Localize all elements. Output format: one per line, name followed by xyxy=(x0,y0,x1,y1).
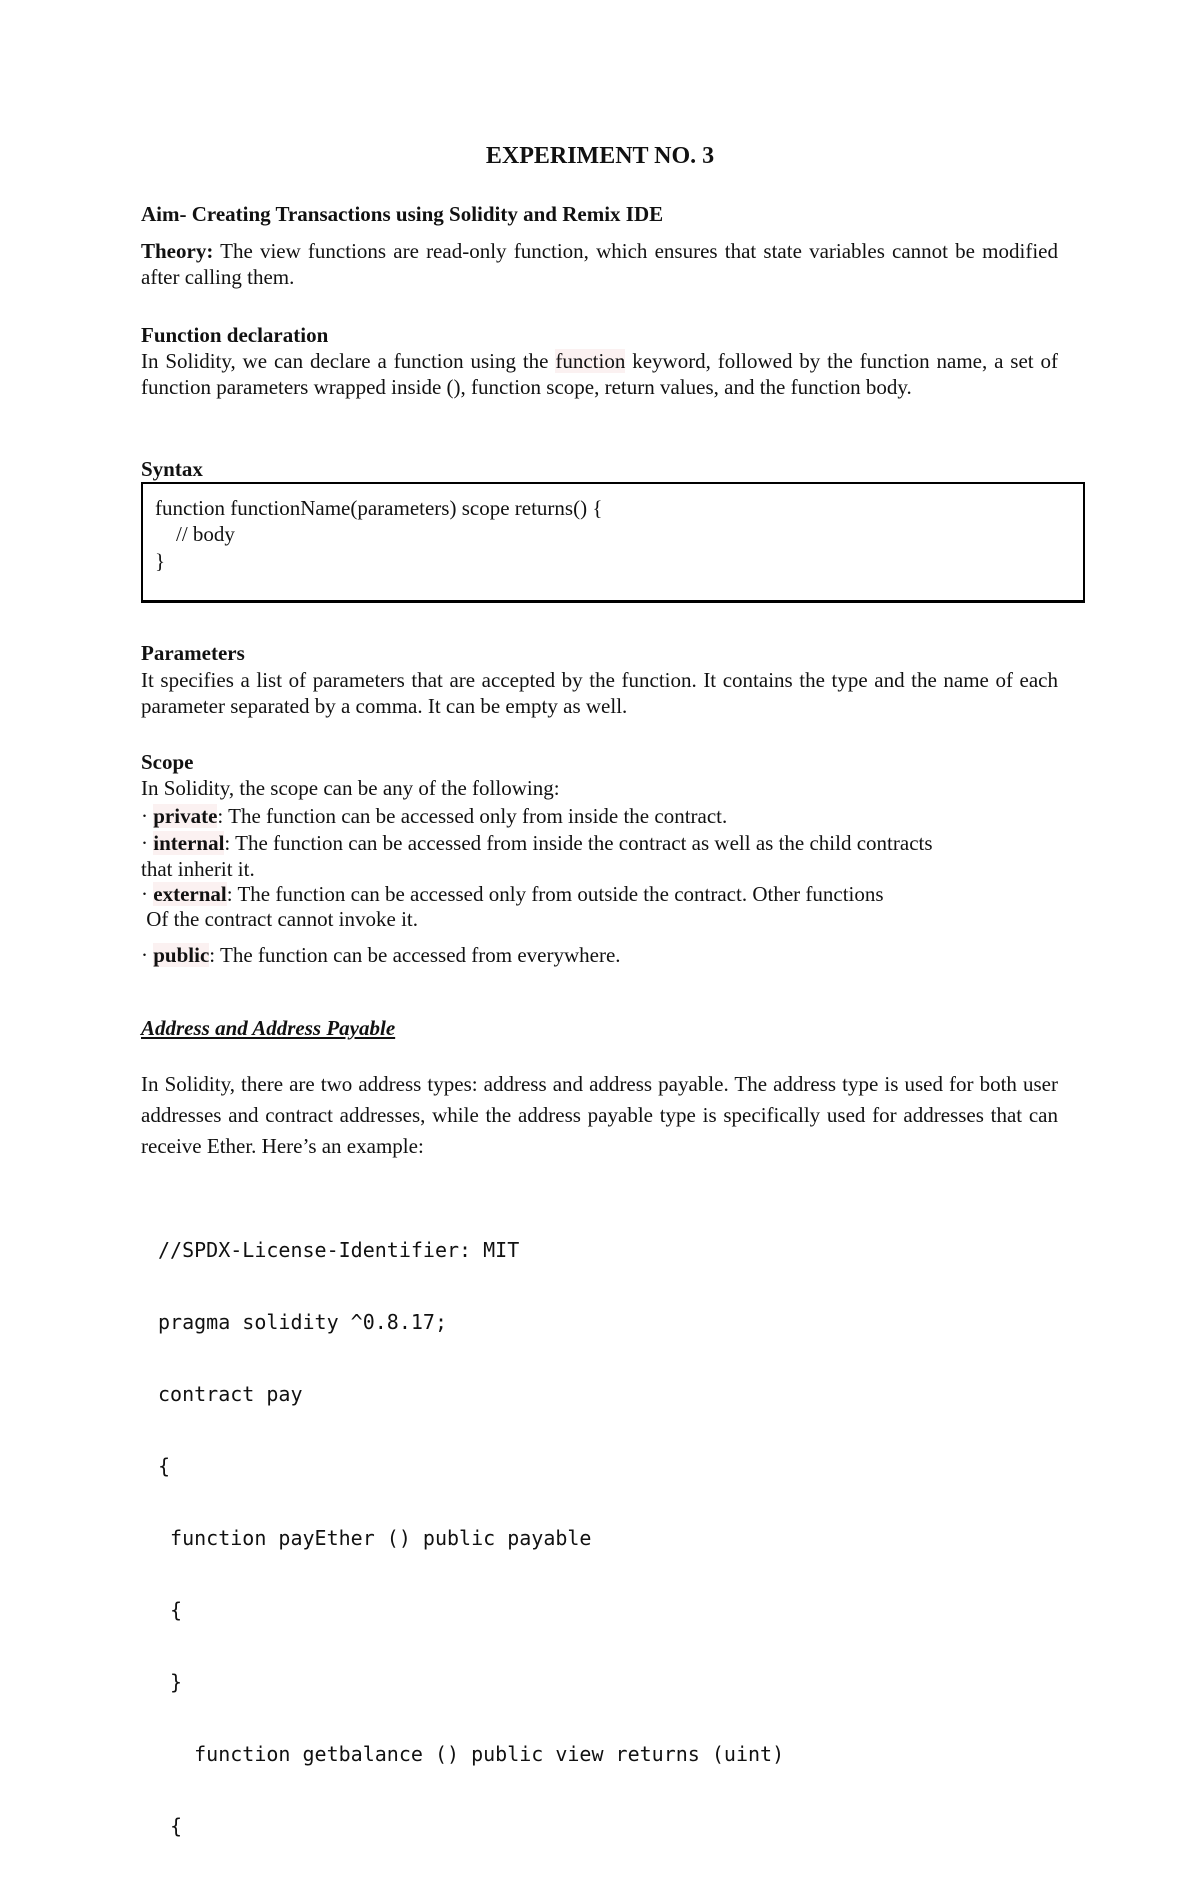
code-block xyxy=(158,1190,784,1886)
syntax-heading: Syntax xyxy=(141,457,203,481)
syntax-line: } xyxy=(155,549,166,573)
code-line: //SPDX-License-Identifier: MIT xyxy=(158,1238,520,1262)
parameters-heading: Parameters xyxy=(141,641,245,665)
code-line: { xyxy=(158,1598,183,1622)
theory-label: Theory: xyxy=(141,239,214,263)
bullet-dot: · xyxy=(141,831,154,855)
address-paragraph: In Solidity, there are two address types: address and address payable. The address type is used for both user addresses and contract addresses, while the address payable type is specifically used for addresses that can receive Ether. Here’s an example: xyxy=(141,1072,1058,1158)
scope-term: public xyxy=(153,943,210,967)
scope-item-internal-continuation: that inherit it. xyxy=(141,857,255,881)
code-line: function payEther () public payable xyxy=(158,1526,592,1550)
code-line: function getbalance () public view returns (uint) xyxy=(158,1742,785,1766)
syntax-line: function functionName(parameters) scope returns() { xyxy=(155,496,603,520)
scope-term: private xyxy=(153,804,218,828)
function-declaration-text-before: In Solidity, we can declare a function using the xyxy=(141,349,556,373)
scope-item-external-continuation: Of the contract cannot invoke it. xyxy=(141,907,418,931)
scope-term: internal xyxy=(153,831,225,855)
scope-term: external xyxy=(153,882,227,906)
scope-item-public xyxy=(141,943,621,968)
scope-desc: : The function can be accessed from everywhere. xyxy=(209,943,621,967)
scope-heading: Scope xyxy=(141,750,194,774)
scope-item-private xyxy=(141,804,727,829)
code-line: pragma solidity ^0.8.17; xyxy=(158,1310,447,1334)
page-title: EXPERIMENT NO. 3 xyxy=(485,143,715,169)
bullet-dot: · xyxy=(141,804,154,828)
code-line: { xyxy=(158,1814,183,1838)
code-line: contract pay xyxy=(158,1382,303,1406)
function-declaration-paragraph xyxy=(141,348,1058,400)
function-declaration-heading: Function declaration xyxy=(141,323,329,347)
scope-intro: In Solidity, the scope can be any of the following: xyxy=(141,776,560,800)
scope-item-internal xyxy=(141,831,933,856)
theory-text: The view functions are read-only function, which ensures that state variables cannot be modified after calling them. xyxy=(141,239,1058,289)
code-line: { xyxy=(158,1454,171,1478)
theory-paragraph xyxy=(141,238,1058,290)
bullet-dot: · xyxy=(141,882,154,906)
aim-heading: Aim- Creating Transactions using Solidity and Remix IDE xyxy=(141,202,664,226)
scope-desc: : The function can be accessed from inside the contract as well as the child contracts xyxy=(224,831,933,855)
function-declaration-text-after: keyword, followed by the function name, a set of function parameters wrapped inside (), function scope, return values, and the function body. xyxy=(141,349,1058,399)
code-line: } xyxy=(158,1670,183,1694)
address-section-heading: Address and Address Payable xyxy=(141,1016,396,1040)
function-keyword: function xyxy=(555,349,626,373)
scope-item-external xyxy=(141,882,884,907)
syntax-box xyxy=(141,482,1085,603)
syntax-line: // body xyxy=(155,522,235,546)
bullet-dot: · xyxy=(141,943,154,967)
scope-desc: : The function can be accessed only from inside the contract. xyxy=(217,804,728,828)
parameters-paragraph: It specifies a list of parameters that are accepted by the function. It contains the type and the name of each parameter separated by a comma. It can be empty as well. xyxy=(141,668,1058,718)
scope-desc: : The function can be accessed only from outside the contract. Other functions xyxy=(226,882,884,906)
